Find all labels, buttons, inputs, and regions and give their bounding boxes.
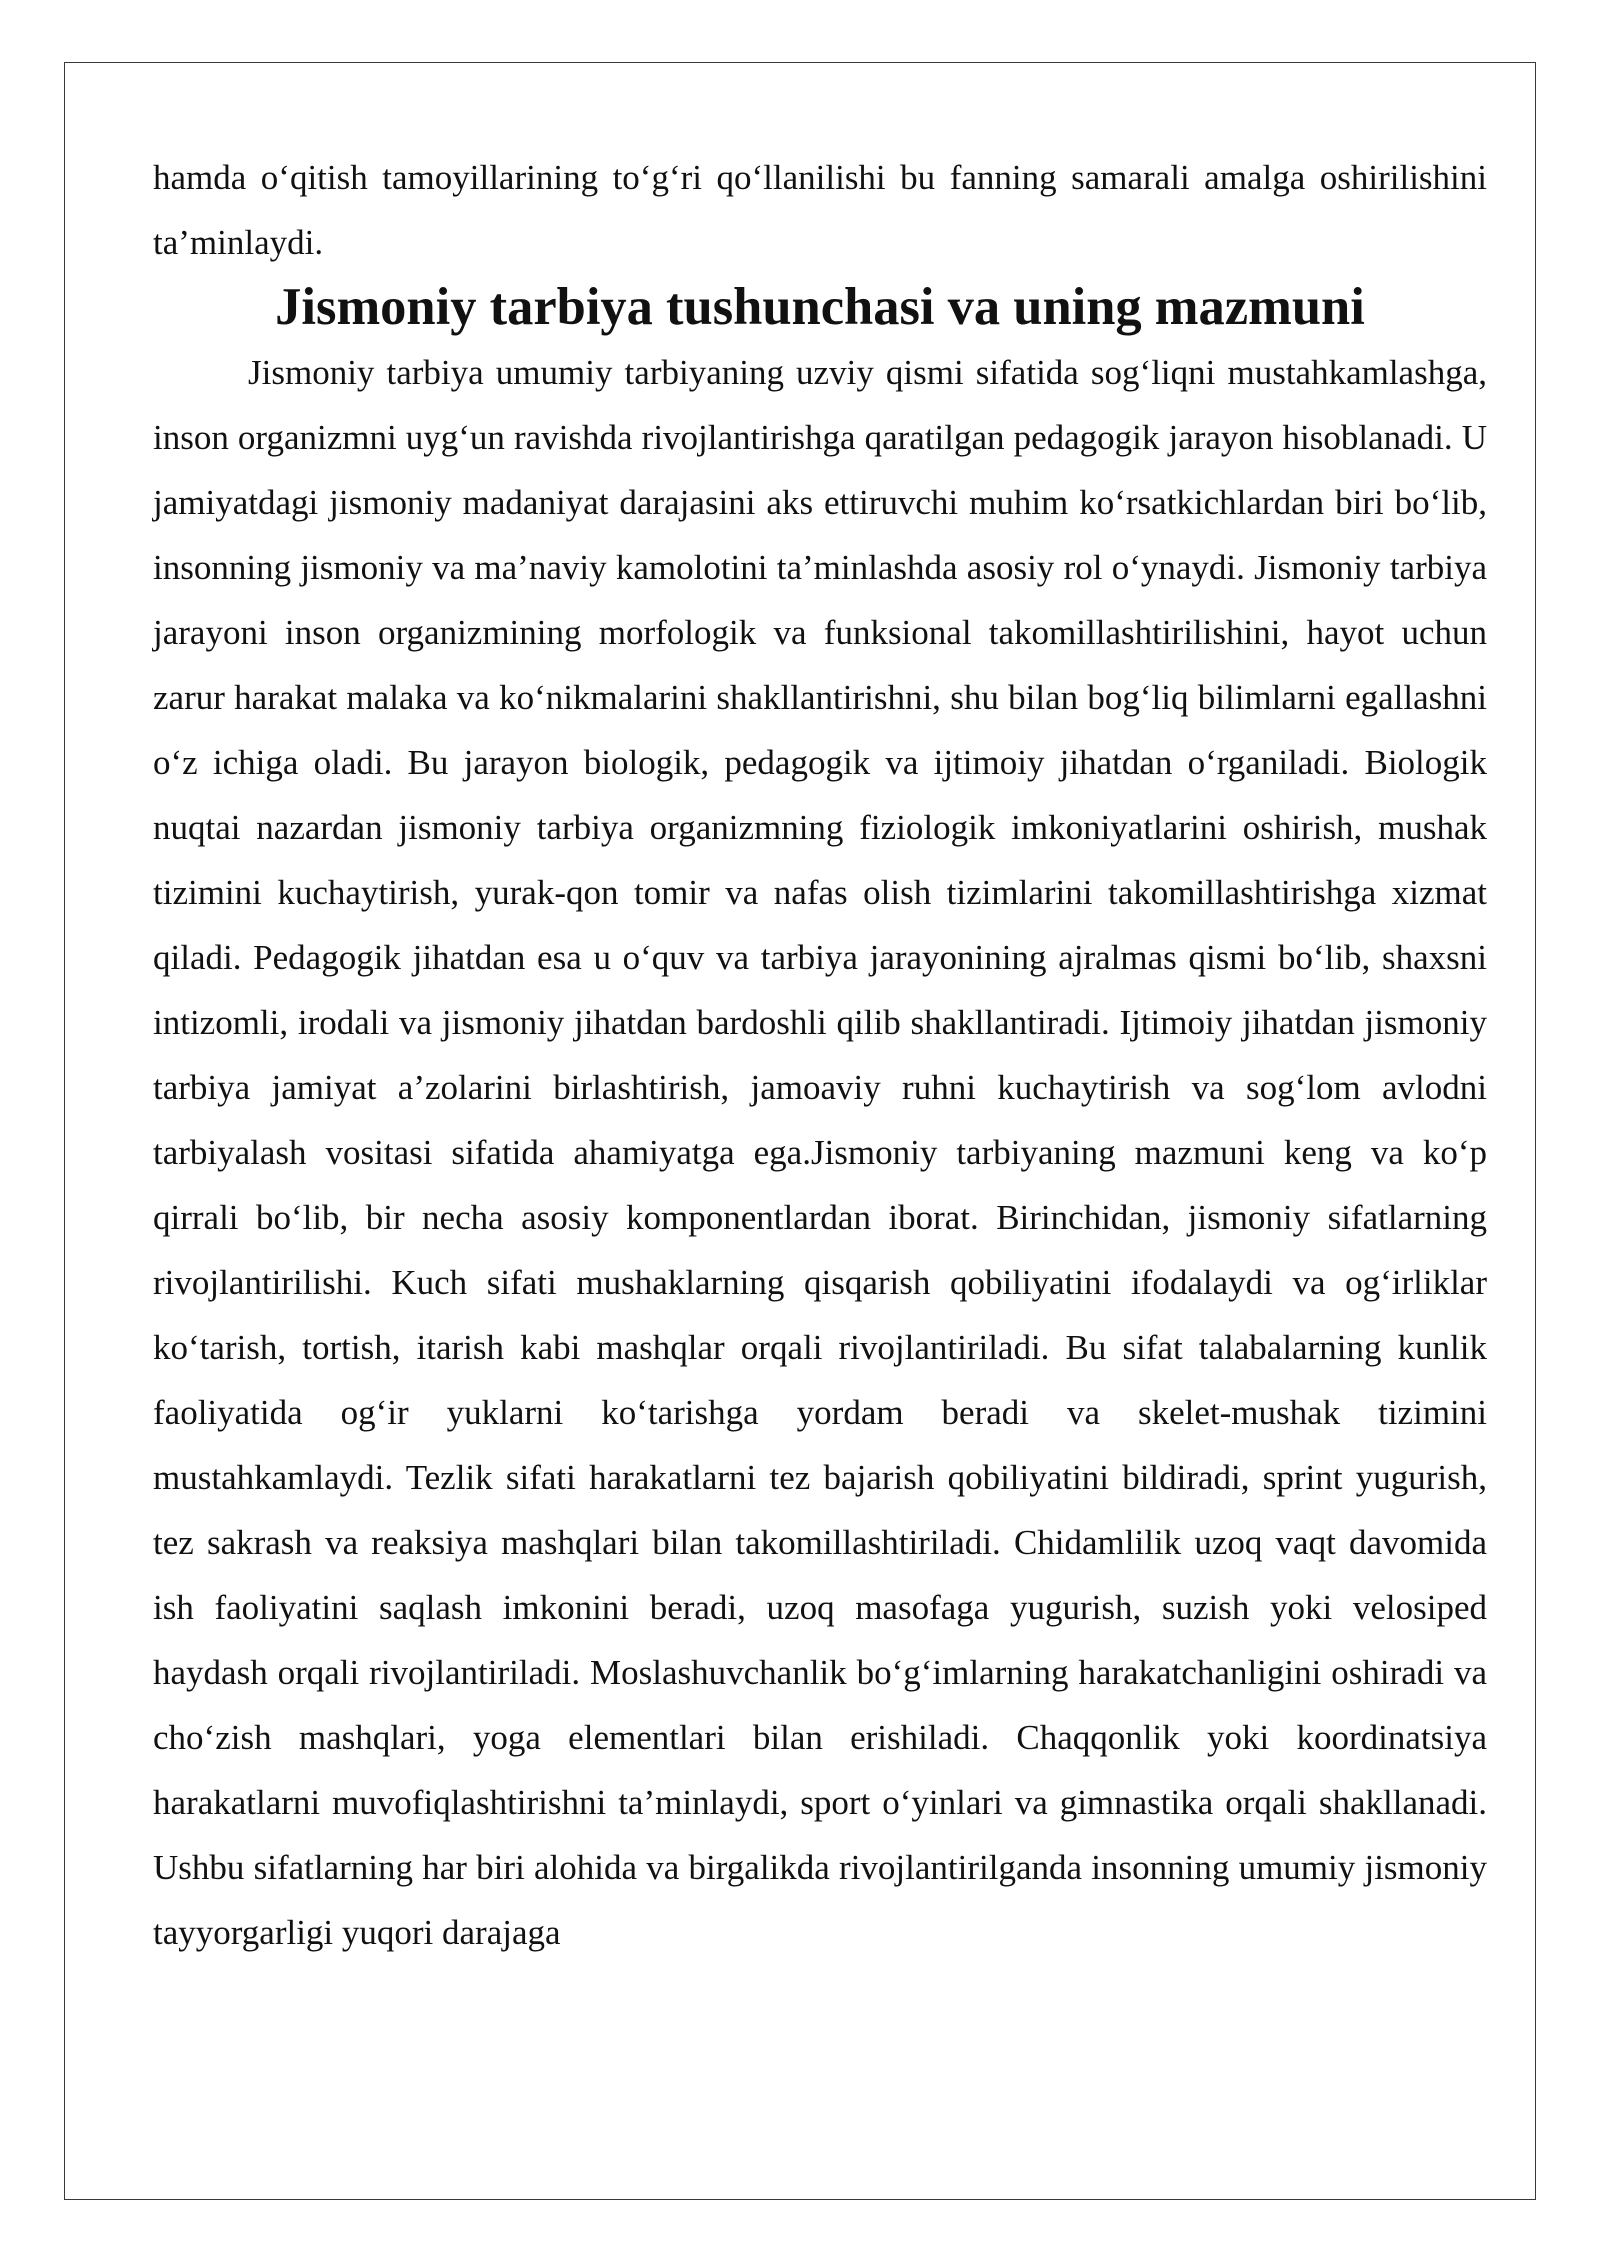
section-heading: Jismoniy tarbiya tushunchasi va uning mazmuni [275, 278, 1365, 336]
body-paragraph: Jismoniy tarbiya umumiy tarbiyaning uzviy qismi sifatida sog‘liqni mustahkamlashga, inson organizmni uyg‘un ravishda rivojlantirishga qaratilgan pedagogik jarayon hisoblanadi. U jamiyatdagi jismoniy madaniyat darajasini aks ettiruvchi muhim ko‘rsatkichlardan biri bo‘lib, insonning jismoniy va ma’naviy kamolotini ta’minlashda asosiy rol o‘ynaydi. Jismoniy tarbiya jarayoni inson organizmining morfologik va funksional takomillashtirilishini, hayot uchun zarur harakat malaka va ko‘nikmalarini shakllantirishni, shu bilan bog‘liq bilimlarni egallashni o‘z ichiga oladi. Bu jarayon biologik, pedagogik va ijtimoiy jihatdan o‘rganiladi. Biologik nuqtai nazardan jismoniy tarbiya organizmning fiziologik imkoniyatlarini oshirish, mushak tizimini kuchaytirish, yurak-qon tomir va nafas olish tizimlarini takomillashtirishga xizmat qiladi. Pedagogik jihatdan esa u o‘quv va tarbiya jarayonining ajralmas qismi bo‘lib, shaxsni intizomli, irodali va jismoniy jihatdan bardoshli qilib shakllantiradi. Ijtimoiy jihatdan jismoniy tarbiya jamiyat a’zolarini birlashtirish, jamoaviy ruhni kuchaytirish va sog‘lom avlodni tarbiyalash vositasi sifatida ahamiyatga ega.Jismoniy tarbiyaning mazmuni keng va ko‘p qirrali bo‘lib, bir necha asosiy komponentlardan iborat. Birinchidan, jismoniy sifatlarning rivojlantirilishi. Kuch sifati mushaklarning qisqarish qobiliyatini ifodalaydi va og‘irliklar ko‘tarish, tortish, itarish kabi mashqlar orqali rivojlantiriladi. Bu sifat talabalarning kunlik faoliyatida og‘ir yuklarni ko‘tarishga yordam beradi va skelet-mushak tizimini mustahkamlaydi. Tezlik sifati harakatlarni tez bajarish qobiliyatini bildiradi, sprint yugurish, tez sakrash va reaksiya mashqlari bilan takomillashtiriladi. Chidamlilik uzoq vaqt davomida ish faoliyatini saqlash imkonini beradi, uzoq masofaga yugurish, suzish yoki velosiped haydash orqali rivojlantiriladi. Moslashuvchanlik bo‘g‘imlarning harakatchanligini oshiradi va cho‘zish mashqlari, yoga elementlari bilan erishiladi. Chaqqonlik yoki koordinatsiya harakatlarni muvofiqlashtirishni ta’minlaydi, sport o‘yinlari va gimnastika orqali shakllanadi. Ushbu sifatlarning har biri alohida va birgalikda rivojlantirilganda insonning umumiy jismoniy tayyorgarligi yuqori darajaga [153, 353, 1487, 1952]
intro-paragraph: hamda o‘qitish tamoyillarining to‘g‘ri qo‘llanilishi bu fanning samarali amalga oshirilishini ta’minlaydi. [153, 158, 1487, 262]
document-body [153, 145, 1487, 1965]
